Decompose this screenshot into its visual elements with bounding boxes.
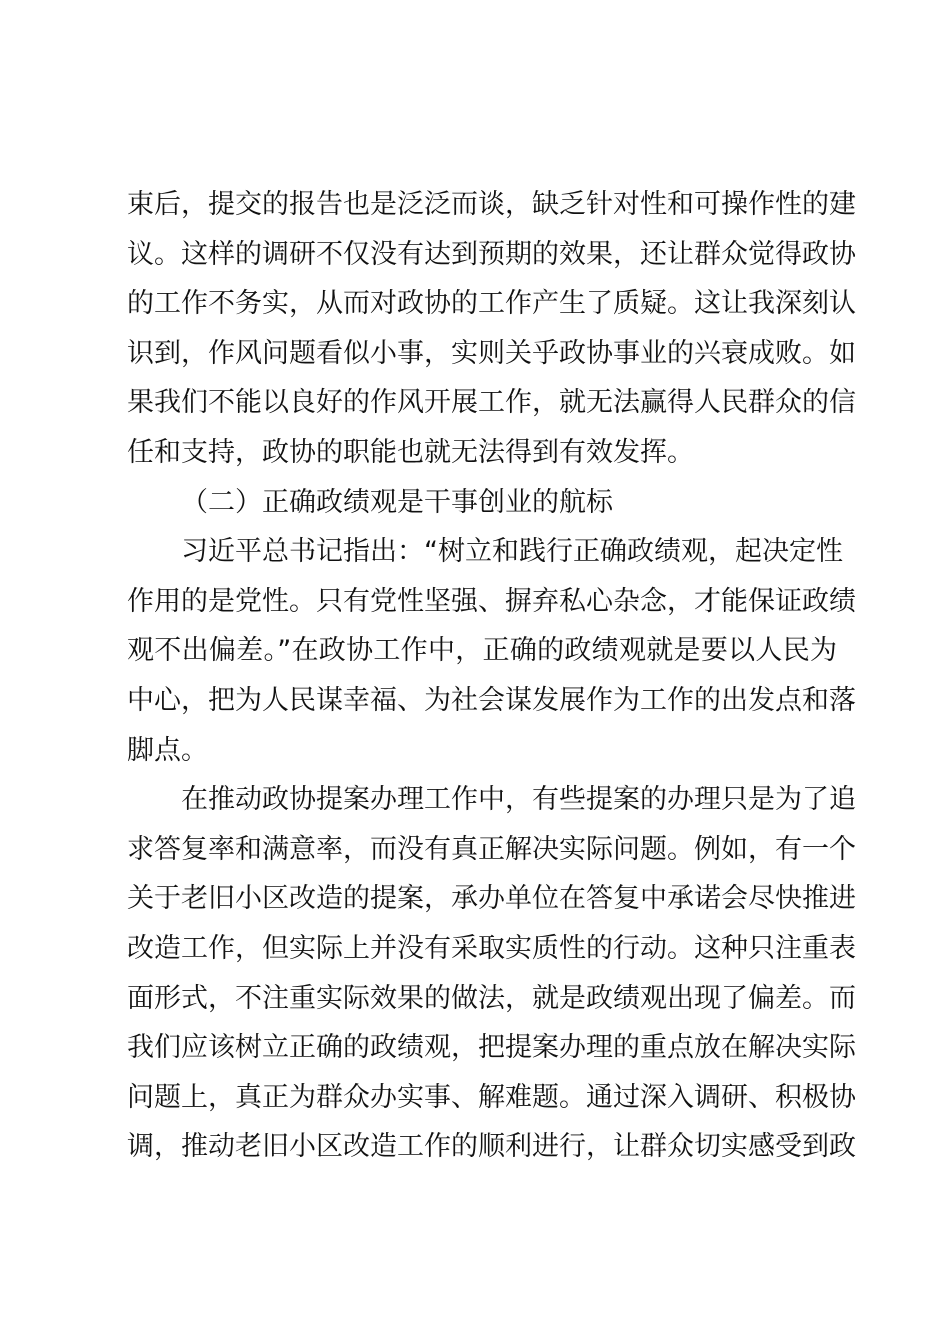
paragraph-1 <box>127 180 856 478</box>
paragraph-line: 习近平总书记指出：“树立和践行正确政绩观，起决定性 <box>181 536 843 568</box>
paragraph-line: 求答复率和满意率，而没有真正解决实际问题。例如，有一个 <box>127 833 856 865</box>
paragraph-line: 脚点。 <box>127 734 208 766</box>
paragraph-line: 问题上，真正为群众办实事、解难题。通过深入调研、积极协 <box>127 1081 856 1113</box>
document-body <box>127 180 856 1172</box>
paragraph-line: 的工作不务实，从而对政协的工作产生了质疑。这让我深刻认 <box>127 288 856 320</box>
paragraph-line: 议。这样的调研不仅没有达到预期的效果，还让群众觉得政协 <box>127 238 856 270</box>
paragraph-line: 束后，提交的报告也是泛泛而谈，缺乏针对性和可操作性的建 <box>127 189 856 220</box>
paragraph-line: 关于老旧小区改造的提案，承办单位在答复中承诺会尽快推进 <box>127 883 856 915</box>
paragraph-line: 我们应该树立正确的政绩观，把提案办理的重点放在解决实际 <box>127 1032 856 1064</box>
paragraph-3 <box>127 775 856 1172</box>
paragraph-line: 果我们不能以良好的作风开展工作，就无法赢得人民群众的信 <box>127 387 856 419</box>
paragraph-line: 识到，作风问题看似小事，实则关乎政协事业的兴衰成败。如 <box>127 337 856 369</box>
paragraph-line: 调，推动老旧小区改造工作的顺利进行，让群众切实感受到政 <box>127 1131 856 1163</box>
paragraph-line: 作用的是党性。只有党性坚强、摒弃私心杂念，才能保证政绩 <box>127 585 856 617</box>
paragraph-line: 任和支持，政协的职能也就无法得到有效发挥。 <box>127 436 694 468</box>
paragraph-2 <box>127 527 856 775</box>
section-heading: （二）正确政绩观是干事创业的航标 <box>181 486 613 518</box>
paragraph-line: 面形式，不注重实际效果的做法，就是政绩观出现了偏差。而 <box>127 982 856 1014</box>
paragraph-line: 改造工作，但实际上并没有采取实质性的行动。这种只注重表 <box>127 932 856 964</box>
paragraph-line: 观不出偏差。”在政协工作中，正确的政绩观就是要以人民为 <box>127 635 837 667</box>
paragraph-line: 中心，把为人民谋幸福、为社会谋发展作为工作的出发点和落 <box>127 684 856 716</box>
paragraph-line: 在推动政协提案办理工作中，有些提案的办理只是为了追 <box>181 784 856 816</box>
